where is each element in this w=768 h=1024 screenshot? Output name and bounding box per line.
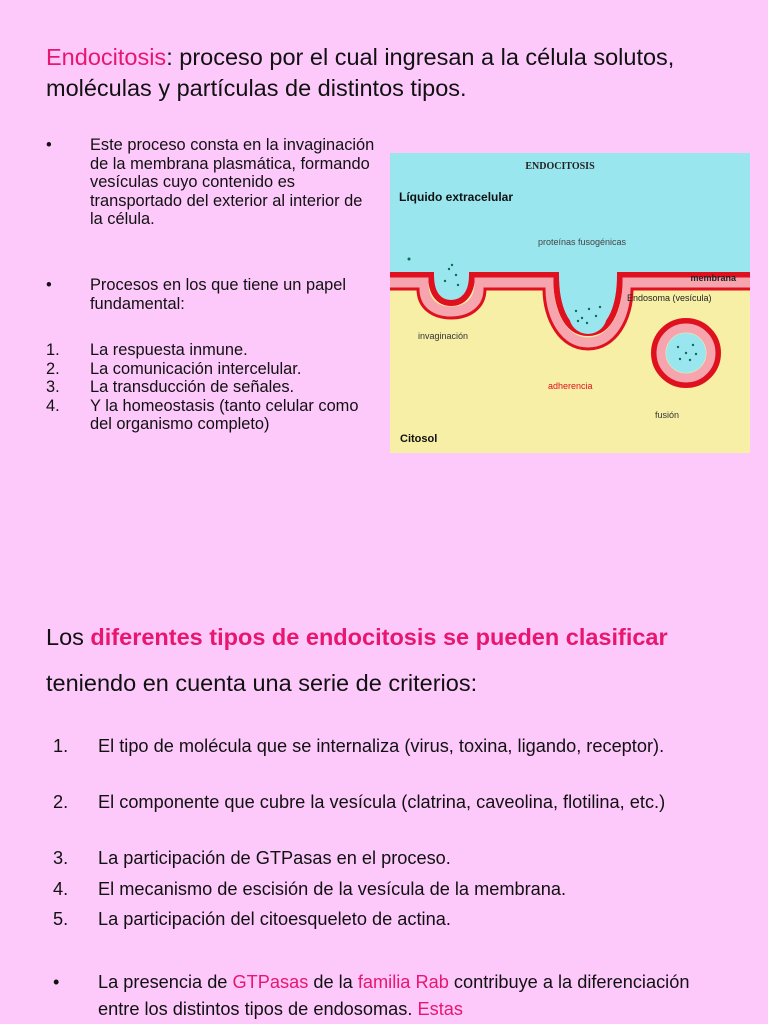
bullet-process-text: Este proceso consta en la invaginación de la membrana plasmática, formando vesículas cuyo contenido es transportado del exterior al interior de la célula. — [90, 136, 375, 229]
vesicle-content — [569, 296, 607, 334]
list-item — [46, 397, 376, 434]
list-item — [53, 734, 738, 759]
bullet-rab — [53, 969, 713, 1023]
list-text: La transducción de señales. — [90, 378, 295, 397]
rab-text-3: contribuye a la diferenciación entre los distintos tipos de endosomas. — [98, 972, 690, 1019]
label-endosome: Endosoma (vesícula) — [627, 293, 712, 303]
diagram-title: ENDOCITOSIS — [525, 161, 595, 172]
endocitosis-term: Endocitosis — [46, 44, 167, 70]
list-text: La respuesta inmune. — [90, 341, 248, 359]
label-cytosol: Citosol — [400, 433, 438, 445]
list-item — [46, 378, 376, 397]
rab-gtpasas: GTPasas — [232, 972, 309, 992]
list-number: 1. — [53, 736, 69, 756]
bullet-roles-text: Procesos en los que tiene un papel fundamental: — [90, 276, 347, 313]
classify-lead: Los — [46, 624, 91, 650]
list-number: 3. — [53, 848, 69, 868]
rab-text-2: de la — [308, 972, 358, 992]
classify-tail: teniendo en cuenta una serie de criterios: — [46, 670, 478, 696]
list-text: La participación del citoesqueleto de actina. — [98, 909, 451, 929]
rab-text-4: Estas — [417, 999, 463, 1019]
label-membrane: membrana — [690, 273, 736, 283]
label-extracellular: Líquido extracelular — [399, 190, 514, 204]
bullet-marker: • — [46, 136, 52, 154]
classification-intro — [46, 614, 746, 706]
label-proteins: proteínas fusogénicas — [538, 237, 627, 247]
list-number: 1. — [46, 341, 60, 359]
list-text: La comunicación intercelular. — [90, 359, 302, 378]
list-item — [46, 360, 376, 379]
rab-family: familia Rab — [357, 972, 449, 992]
list-item — [46, 341, 376, 360]
list-text: El componente que cubre la vesícula (clatrina, caveolina, flotilina, etc.) — [98, 792, 666, 812]
bullet-marker: • — [53, 972, 60, 992]
list-number: 2. — [53, 792, 69, 812]
label-invagination: invaginación — [418, 331, 469, 341]
bullet-marker: • — [46, 276, 52, 294]
endocytosis-diagram — [390, 153, 750, 453]
classify-highlight: diferentes tipos de endocitosis se pueden clasificar — [90, 624, 668, 650]
label-fusion: fusión — [655, 410, 680, 420]
list-item — [53, 907, 738, 932]
bullet-rab-text — [98, 969, 713, 1023]
label-adhesion: adherencia — [548, 381, 593, 391]
intro-definition: : proceso por el cual ingresan a la célula solutos, moléculas y partículas de distintos tipos. — [46, 44, 675, 101]
intro-paragraph — [46, 42, 736, 104]
list-number: 4. — [46, 396, 60, 415]
list-number: 3. — [46, 378, 60, 397]
list-number: 2. — [46, 359, 60, 378]
bullet-process — [46, 136, 376, 229]
list-text: El tipo de molécula que se internaliza (virus, toxina, ligando, receptor). — [98, 736, 665, 756]
list-item — [53, 877, 738, 902]
list-item — [53, 790, 738, 815]
list-text: El mecanismo de escisión de la vesícula de la membrana. — [98, 879, 567, 899]
list-item — [53, 846, 738, 871]
list-number: 5. — [53, 909, 69, 929]
bullet-roles — [46, 276, 376, 313]
list-number: 4. — [53, 879, 69, 899]
list-text: Y la homeostasis (tanto celular como del organismo completo) — [90, 396, 359, 434]
rab-text-1: La presencia de — [98, 972, 233, 992]
list-text: La participación de GTPasas en el proceso. — [98, 848, 451, 868]
roles-list — [46, 341, 376, 434]
